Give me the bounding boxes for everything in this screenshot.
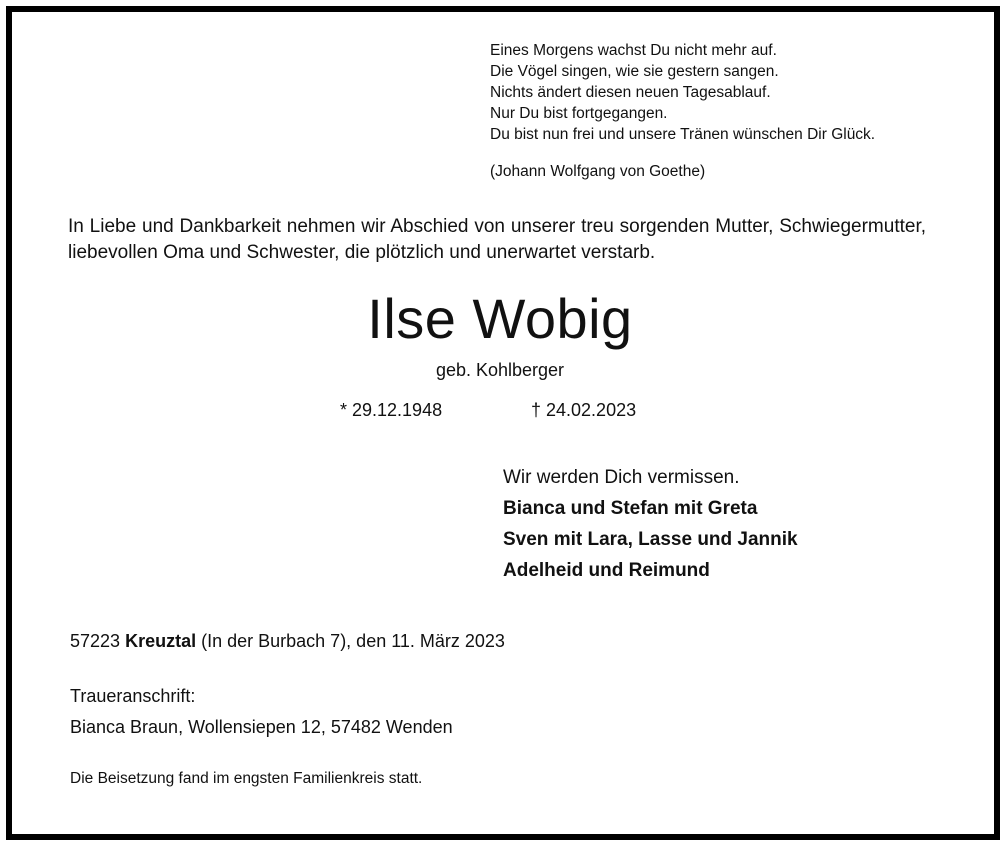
birth-name: geb. Kohlberger: [435, 360, 565, 380]
poem: [490, 40, 875, 182]
poem-line: Du bist nun frei und unsere Tränen wünschen Dir Glück.: [490, 126, 876, 143]
poem-line: Eines Morgens wachst Du nicht mehr auf.: [490, 42, 777, 59]
poem-line: Nur Du bist fortgegangen.: [490, 105, 668, 122]
city: Kreuztal: [125, 631, 197, 651]
burial-note: Die Beisetzung fand im engsten Familienkreis statt.: [70, 770, 423, 787]
mourning-address: [70, 681, 453, 743]
intro-text: In Liebe und Dankbarkeit nehmen wir Abschied von unserer treu sorgenden Mutter, Schwiegermutter, liebevollen Oma und Schwester, die plötzlich und unerwartet verstarb.: [68, 216, 926, 263]
death-date: † 24.02.2023: [531, 400, 637, 420]
place-date-rest: (In der Burbach 7), den 11. März 2023: [201, 631, 505, 651]
zip-code: 57223: [70, 631, 121, 651]
address-label: Traueranschrift:: [70, 686, 196, 706]
mourners-intro: Wir werden Dich vermissen.: [503, 467, 740, 488]
mourners: [503, 462, 798, 586]
birth-date: * 29.12.1948: [340, 400, 443, 420]
poem-line: Die Vögel singen, wie sie gestern sangen.: [490, 63, 779, 80]
mourner-name: Bianca und Stefan mit Greta: [503, 498, 758, 519]
mourner-name: Adelheid und Reimund: [503, 560, 710, 581]
place-date: [70, 629, 505, 653]
mourner-name: Sven mit Lara, Lasse und Jannik: [503, 529, 798, 550]
poem-author: (Johann Wolfgang von Goethe): [490, 163, 706, 180]
deceased-name: Ilse Wobig: [367, 287, 633, 350]
poem-line: Nichts ändert diesen neuen Tagesablauf.: [490, 84, 771, 101]
address-value: Bianca Braun, Wollensiepen 12, 57482 Wenden: [70, 717, 453, 737]
